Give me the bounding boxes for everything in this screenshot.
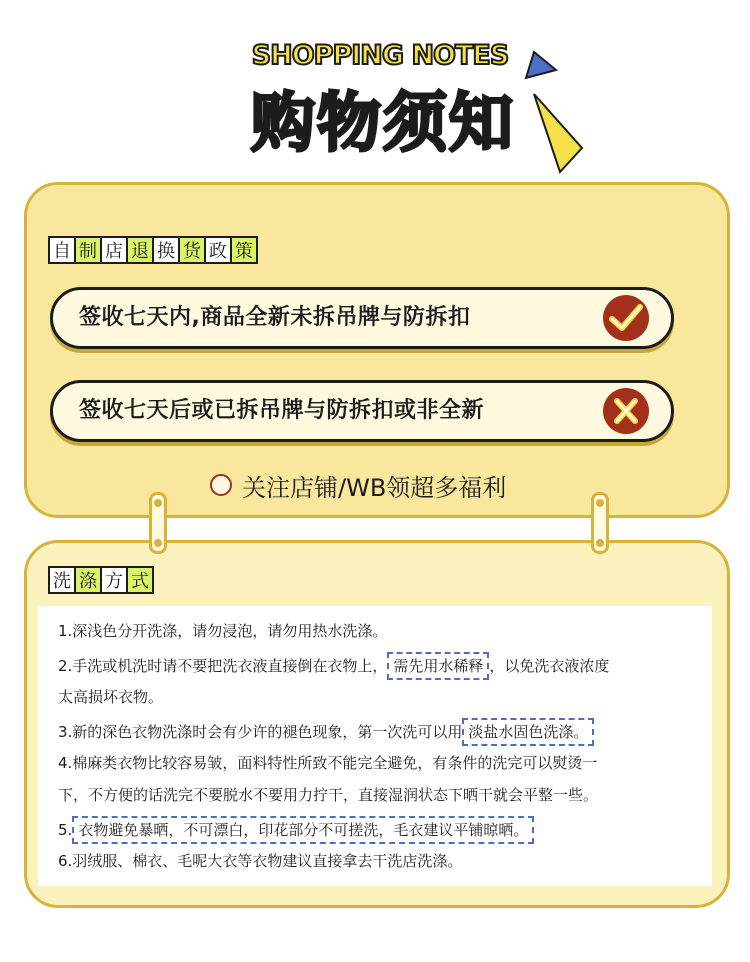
note-highlight: 需先用水稀释 xyxy=(387,652,489,680)
cross-icon xyxy=(603,388,649,434)
note-line xyxy=(58,652,609,680)
tag-char: 政 xyxy=(204,236,232,264)
tag-char: 制 xyxy=(74,236,102,264)
note-text: 3.新的深色衣物洗涤时会有少许的褪色现象，第一次洗可以用 xyxy=(58,723,463,741)
policy-item-text: 签收七天后或已拆吊牌与防拆扣或非全新 xyxy=(79,398,485,423)
policy-item-rejected xyxy=(50,380,674,442)
tag-char: 洗 xyxy=(48,566,76,594)
note-text: 太高损坏衣物。 xyxy=(58,688,164,706)
policy-item-accepted xyxy=(50,287,674,349)
note-highlight: 淡盐水固色洗涤。 xyxy=(462,718,594,746)
note-line xyxy=(58,686,163,708)
note-line xyxy=(58,752,597,774)
triangle-yellow-decoration xyxy=(530,90,586,176)
tag-char: 换 xyxy=(152,236,180,264)
tag-char: 自 xyxy=(48,236,76,264)
follow-store-text: 关注店铺/WB领超多福利 xyxy=(242,473,507,502)
tag-char: 方 xyxy=(100,566,128,594)
tag-char: 店 xyxy=(100,236,128,264)
header-title-cn: 购物须知 xyxy=(251,87,515,161)
header-title-en: SHOPPING NOTES xyxy=(251,40,509,71)
tag-char: 涤 xyxy=(74,566,102,594)
note-text: 6.羽绒服、棉衣、毛呢大衣等衣物建议直接拿去干洗店洗涤。 xyxy=(58,852,463,870)
note-line xyxy=(58,718,594,746)
tag-char: 退 xyxy=(126,236,154,264)
note-line xyxy=(58,784,598,806)
note-text: 下，不方便的话洗完不要脱水不要用力拧干，直接湿润状态下晒干就会平整一些。 xyxy=(58,786,599,804)
note-highlight: 衣物避免暴晒，不可漂白，印花部分不可搓洗，毛衣建议平铺晾晒。 xyxy=(72,816,534,844)
note-text: 2.手洗或机洗时请不要把洗衣液直接倒在衣物上， xyxy=(58,657,388,675)
tag-char: 策 xyxy=(230,236,258,264)
check-icon xyxy=(603,295,649,341)
tag-char: 式 xyxy=(126,566,154,594)
note-text: 1.深浅色分开洗涤，请勿浸泡，请勿用热水洗涤。 xyxy=(58,622,388,640)
binder-ring-right xyxy=(591,492,609,554)
follow-store-link[interactable] xyxy=(210,468,506,502)
note-text: 4.棉麻类衣物比较容易皱，面料特性所致不能完全避免，有条件的洗完可以熨烫一 xyxy=(58,754,598,772)
note-text: ，以免洗衣液浓度 xyxy=(489,657,610,675)
note-text: 5. xyxy=(58,821,73,839)
return-policy-tag xyxy=(48,236,256,264)
note-line xyxy=(58,620,387,642)
circle-bullet-icon xyxy=(210,474,232,496)
washing-method-tag xyxy=(48,566,152,594)
washing-notes-panel xyxy=(38,606,712,886)
note-line xyxy=(58,816,534,844)
note-line xyxy=(58,850,462,872)
tag-char: 货 xyxy=(178,236,206,264)
policy-item-text: 签收七天内,商品全新未拆吊牌与防拆扣 xyxy=(79,305,471,330)
binder-ring-left xyxy=(149,492,167,554)
triangle-blue-decoration xyxy=(524,50,558,80)
